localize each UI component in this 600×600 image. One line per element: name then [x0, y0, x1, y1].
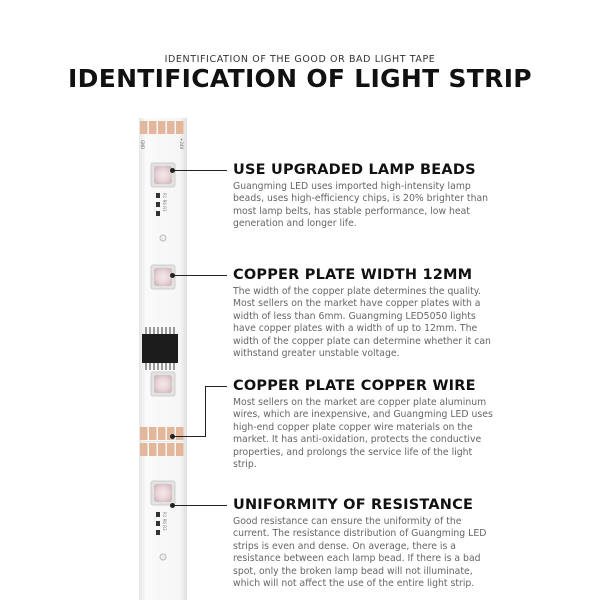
- leader-line-3c: [205, 386, 227, 387]
- page-title: IDENTIFICATION OF LIGHT STRIP: [68, 64, 532, 93]
- feature-heading: COPPER PLATE WIDTH 12MM: [233, 267, 473, 283]
- leader-line-4: [173, 505, 227, 506]
- leader-line-1: [173, 170, 227, 171]
- feature-copper-width: [233, 267, 495, 360]
- feature-copper-wire: [233, 378, 495, 471]
- svg-text:R1 R6 R3: R1 R6 R3: [162, 193, 167, 212]
- feature-resistance: [233, 497, 495, 590]
- feature-lamp-beads: [233, 162, 495, 231]
- feature-heading: USE UPGRADED LAMP BEADS: [233, 162, 476, 178]
- feature-heading: UNIFORMITY OF RESISTANCE: [233, 497, 474, 513]
- feature-description: The width of the copper plate determines the quality. Most sellers on the market have copper plates with a width of less than 6mm. Guangming LED5050 lights have copper plates with a width of up to 12mm. The width of the copper plate can determine whether it can withstand greater unstable voltage.: [233, 286, 491, 360]
- svg-text:+24V: +24V: [179, 138, 184, 150]
- leader-line-3b: [205, 386, 206, 437]
- leader-line-3a: [173, 436, 205, 437]
- copper-pads-top: [140, 121, 184, 134]
- feature-description: Guangming LED uses imported high-intensity lamp beads, uses high-efficiency chips, is 20% brighter than most lamp belts, has stable performance, low heat generation and longer life.: [233, 181, 489, 230]
- svg-text:R1 R6 R3: R1 R6 R3: [162, 512, 167, 531]
- svg-text:GND: GND: [140, 140, 145, 150]
- feature-heading: COPPER PLATE COPPER WIRE: [233, 378, 476, 394]
- leader-line-2: [173, 275, 227, 276]
- feature-description: Good resistance can ensure the uniformity of the current. The resistance distribution of Guangming LED strips is even and dense. On average, there is a resistance between each lamp bead. If there is a bad spot, only the broken lamp bead will not illuminate, which will not affect the use of the entire light strip.: [233, 516, 487, 590]
- header-subtitle: IDENTIFICATION OF THE GOOD OR BAD LIGHT TAPE: [164, 54, 436, 65]
- feature-description: Most sellers on the market are copper plate aluminum wires, which are inexpensive, and Guangming LED uses high-end copper plate copper wire materials on the market. It has anti-oxidation, protects the conductive properties, and prolongs the service life of the light strip.: [233, 397, 493, 471]
